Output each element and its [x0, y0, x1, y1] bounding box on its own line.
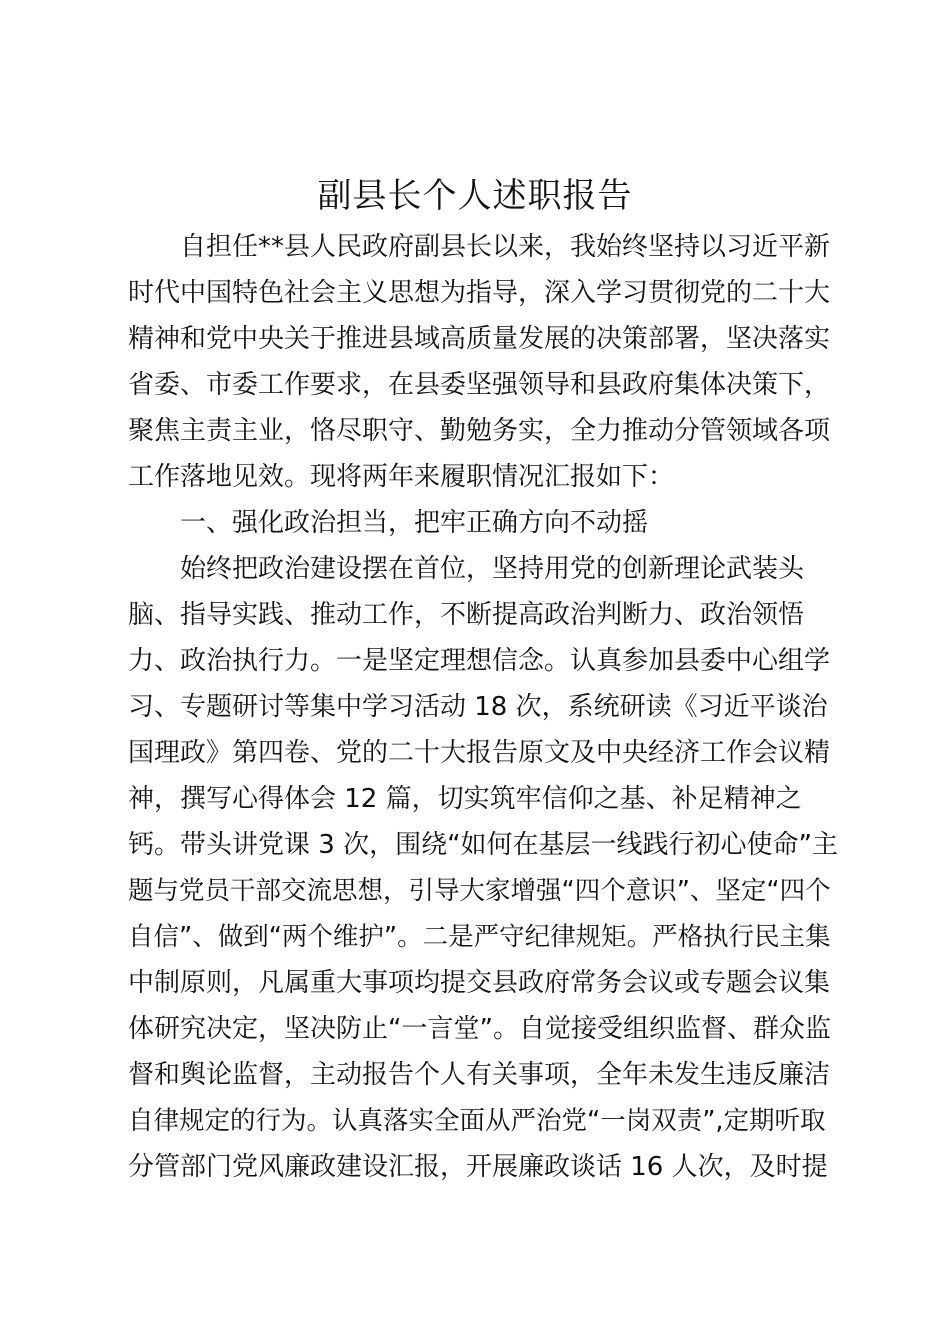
text-line: 工作落地见效。现将两年来履职情况汇报如下： [128, 462, 675, 492]
text-line: 分管部门党风廉政建设汇报，开展廉政谈话 16 人次，及时提 [128, 1152, 828, 1182]
document-body [128, 224, 838, 1190]
text-line: 神，撰写心得体会 12 篇，切实筑牢信仰之基、补足精神之 [128, 784, 802, 814]
text-line: 省委、市委工作要求，在县委坚强领导和县政府集体决策下， [128, 370, 831, 400]
text-line: 国理政》第四卷、党的二十大报告原文及中央经济工作会议精 [128, 738, 831, 768]
text-line: 脑、指导实践、推动工作，不断提高政治判断力、政治领悟 [128, 600, 805, 630]
text-line: 钙。带头讲党课 3 次，围绕“如何在基层一线践行初心使命”主 [128, 830, 839, 860]
text-line: 时代中国特色社会主义思想为指导，深入学习贯彻党的二十大 [128, 278, 831, 308]
text-line: 始终把政治建设摆在首位，坚持用党的创新理论武装头 [180, 554, 805, 584]
text-line: 题与党员干部交流思想，引导大家增强“四个意识”、坚定“四个 [128, 876, 831, 906]
text-line: 自律规定的行为。认真落实全面从严治党“一岗双责”,定期听取 [128, 1106, 826, 1136]
text-line: 聚焦主责主业，恪尽职守、勤勉务实，全力推动分管领域各项 [128, 416, 831, 446]
text-line: 习、专题研讨等集中学习活动 18 次，系统研读《习近平谈治 [128, 692, 828, 722]
text-line: 精神和党中央关于推进县域高质量发展的决策部署，坚决落实 [128, 324, 831, 354]
text-line: 自担任**县人民政府副县长以来，我始终坚持以习近平新 [180, 232, 831, 262]
text-line: 督和舆论监督，主动报告个人有关事项，全年未发生违反廉洁 [128, 1060, 831, 1090]
text-line: 体研究决定，坚决防止“一言堂”。自觉接受组织监督、群众监 [128, 1014, 831, 1044]
text-line: 力、政治执行力。一是坚定理想信念。认真参加县委中心组学 [128, 646, 831, 676]
text-line: 一、强化政治担当，把牢正确方向不动摇 [180, 508, 649, 538]
text-line: 自信”、做到“两个维护”。二是严守纪律规矩。严格执行民主集 [128, 922, 831, 952]
text-line: 中制原则，凡属重大事项均提交县政府常务会议或专题会议集 [128, 968, 831, 998]
document-title: 副县长个人述职报告 [317, 176, 633, 216]
